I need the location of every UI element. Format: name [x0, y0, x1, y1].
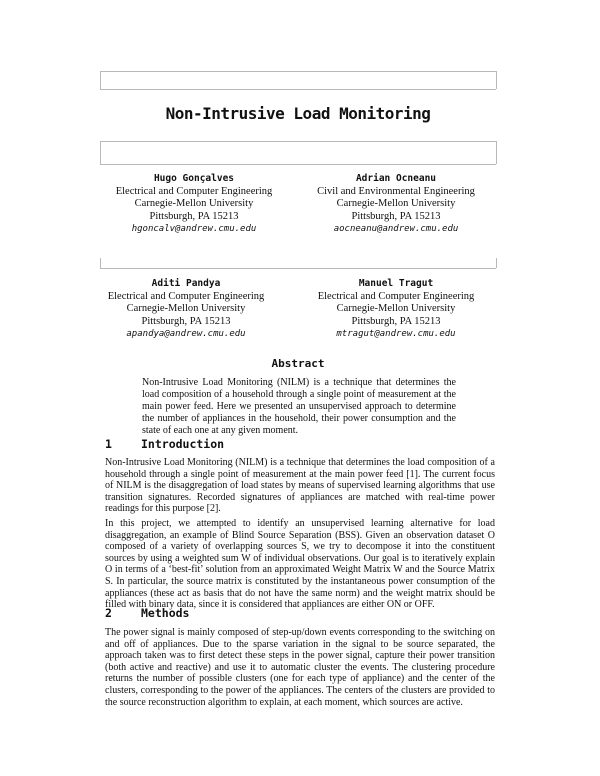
paper-title: Non-Intrusive Load Monitoring — [165, 104, 431, 123]
author-city: Pittsburgh, PA 15213 — [351, 315, 441, 327]
methods-paragraph-1: The power signal is mainly composed of step-up/down events corresponding to the switching on and off of appliances. Due to the sparse variation in the signal to be source separated, the approach taken was to first detect these steps in the power signal, capture their power transition (both active and reactive) and use it to automatic cluster the events. The clustering procedure returns the number of possible clusters (one for each type of appliance) and the center of the clusters, corresponding to the power of the appliances. The centers of the clusters are provided to the source reconstruction algorithm to explain, at each moment, which sources are active. — [105, 627, 495, 708]
section-heading-methods — [105, 606, 189, 620]
author-name: Manuel Tragut — [358, 278, 434, 289]
author-block-1 — [94, 173, 294, 236]
title-box-left-edge-lower — [100, 141, 101, 164]
author-separator-left-tick — [100, 258, 101, 268]
author-department: Electrical and Computer Engineering — [317, 290, 475, 302]
abstract-heading: Abstract — [271, 357, 325, 370]
author-separator-rule — [100, 268, 496, 269]
author-city: Pittsburgh, PA 15213 — [141, 315, 231, 327]
title-box-rule-3 — [100, 141, 496, 142]
author-city: Pittsburgh, PA 15213 — [149, 210, 239, 222]
author-department: Electrical and Computer Engineering — [115, 185, 273, 197]
author-city: Pittsburgh, PA 15213 — [351, 210, 441, 222]
author-email: hgoncalv@andrew.cmu.edu — [131, 224, 257, 234]
abstract-text: Non-Intrusive Load Monitoring (NILM) is a technique that determines the load composition of a household through a single point of measurement at the main power feed. Here we presented an unsupervised approach to determine the number of appliances in the household, their power consumption and the state of each one at any given moment. — [142, 377, 456, 436]
title-box-bottom-rule — [100, 164, 496, 165]
section-title: Introduction — [141, 437, 225, 451]
author-email: aocneanu@andrew.cmu.edu — [333, 224, 459, 234]
author-department: Electrical and Computer Engineering — [107, 290, 265, 302]
section-number: 2 — [105, 606, 112, 620]
title-box-rule-2 — [100, 89, 496, 90]
author-block-4 — [296, 278, 496, 341]
author-email: apandya@andrew.cmu.edu — [126, 329, 246, 339]
author-name: Adrian Ocneanu — [355, 173, 437, 184]
title-box-top-rule — [100, 71, 496, 72]
title-box-left-edge-upper — [100, 71, 101, 89]
author-block-2 — [296, 173, 496, 236]
title-box-right-edge-upper — [496, 71, 497, 89]
section-number: 1 — [105, 437, 112, 451]
title-box-right-edge-lower — [496, 141, 497, 164]
author-university: Carnegie-Mellon University — [336, 198, 456, 209]
author-name: Hugo Gonçalves — [153, 173, 235, 184]
author-email: mtragut@andrew.cmu.edu — [336, 329, 456, 339]
author-university: Carnegie-Mellon University — [336, 303, 456, 314]
author-name: Aditi Pandya — [151, 278, 221, 289]
introduction-paragraph-1: Non-Intrusive Load Monitoring (NILM) is a technique that determines the load composition of a household through a single point of measurement at the main power feed [1]. The current focus of NILM is the disaggregation of load states by means of supervised learning algorithms that use transition signatures. Recorded signatures of appliances are matched with real-time power readings for this purpose [2]. — [105, 457, 495, 515]
section-title: Methods — [141, 606, 190, 620]
section-heading-introduction — [105, 437, 224, 451]
author-university: Carnegie-Mellon University — [134, 198, 254, 209]
author-department: Civil and Environmental Engineering — [317, 185, 475, 197]
author-separator-right-tick — [496, 258, 497, 268]
introduction-paragraph-2: In this project, we attempted to identify an unsupervised learning alternative for load disaggregation, an example of Blind Source Separation (BSS). Given an observation dataset O composed of a variety of overlapping sources S, we try to decompose it into the constituent sources by using a weighted sum W of individual observations. Our goal is to iteratively explain O in terms of a ‘best-fit’ solution from an approximated Weight Matrix W and the Source Matrix S. In particular, the source matrix is constituted by the instantaneous power consumption of the appliances (these act as basis that do not have the same norm) and the weight matrix should be filled with binary data, since it is considered that appliances are either ON or OFF. — [105, 518, 495, 611]
author-university: Carnegie-Mellon University — [126, 303, 246, 314]
author-block-3 — [86, 278, 286, 341]
